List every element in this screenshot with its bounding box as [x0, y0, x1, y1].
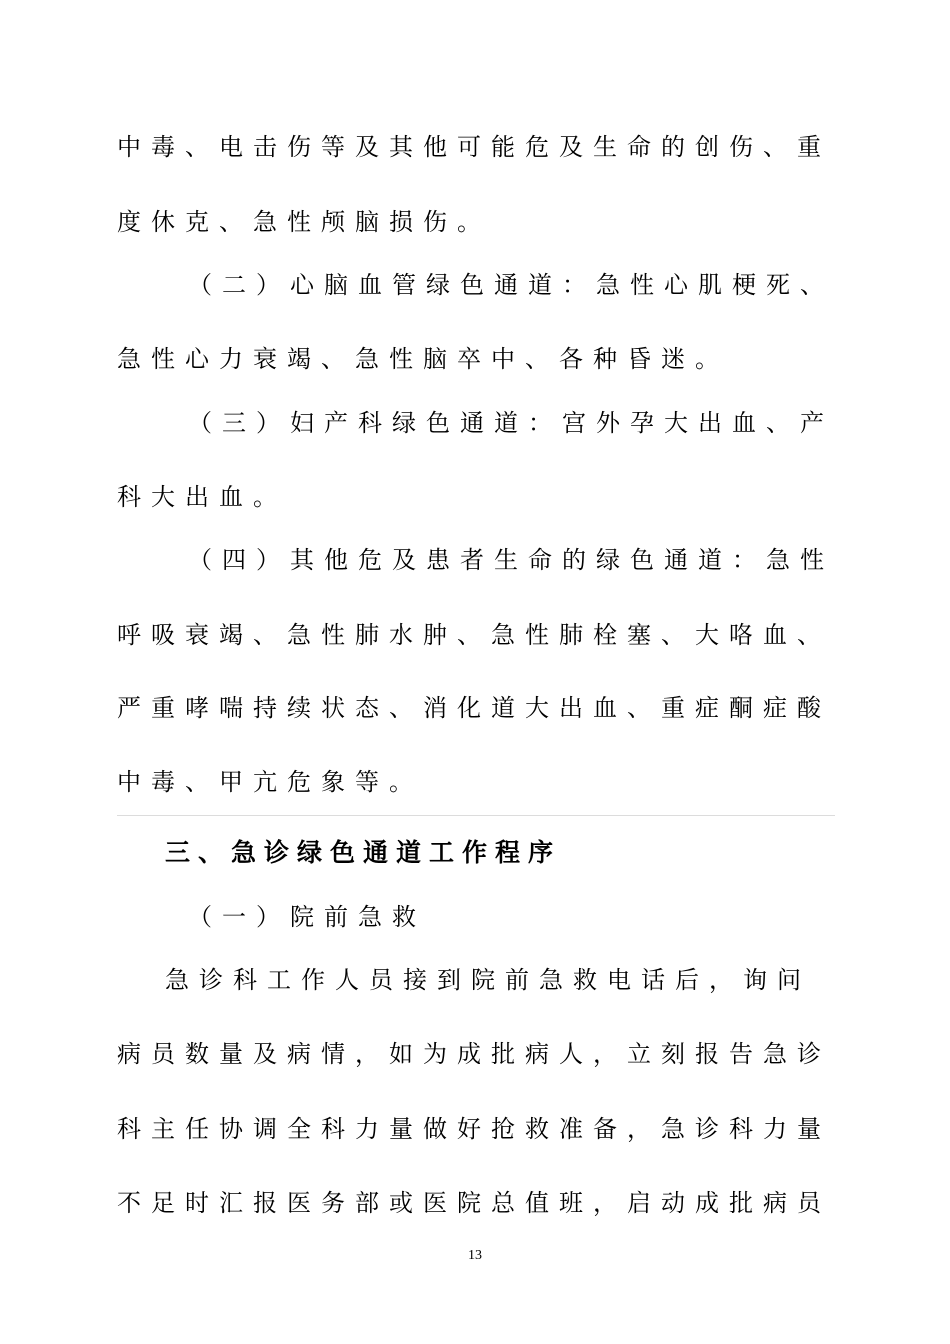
text-line: 中毒、电击伤等及其他可能危及生命的创伤、重	[117, 133, 831, 161]
text-line: 科大出血。	[117, 483, 287, 511]
text-line: 不足时汇报医务部或医院总值班，启动成批病员	[117, 1189, 831, 1217]
text-line: 度休克、急性颅脑损伤。	[117, 208, 491, 236]
divider	[117, 815, 835, 816]
text-line: （四）其他危及患者生命的绿色通道：急性	[188, 546, 834, 574]
text-line: 科主任协调全科力量做好抢救准备，急诊科力量	[117, 1115, 831, 1143]
text-line: 急性心力衰竭、急性脑卒中、各种昏迷。	[117, 345, 729, 373]
text-line: （三）妇产科绿色通道：宫外孕大出血、产	[188, 409, 834, 437]
text-line: 中毒、甲亢危象等。	[117, 768, 423, 796]
page-number: 13	[468, 1248, 482, 1263]
text-line: 病员数量及病情，如为成批病人，立刻报告急诊	[117, 1040, 831, 1068]
text-line: （二）心脑血管绿色通道：急性心肌梗死、	[188, 271, 834, 299]
section-subheading: （一）院前急救	[188, 903, 426, 931]
section-heading: 三、急诊绿色通道工作程序	[165, 838, 562, 867]
text-line: 急诊科工作人员接到院前急救电话后，询问	[165, 966, 811, 994]
text-line: 呼吸衰竭、急性肺水肿、急性肺栓塞、大咯血、	[117, 621, 831, 649]
text-line: 严重哮喘持续状态、消化道大出血、重症酮症酸	[117, 694, 831, 722]
